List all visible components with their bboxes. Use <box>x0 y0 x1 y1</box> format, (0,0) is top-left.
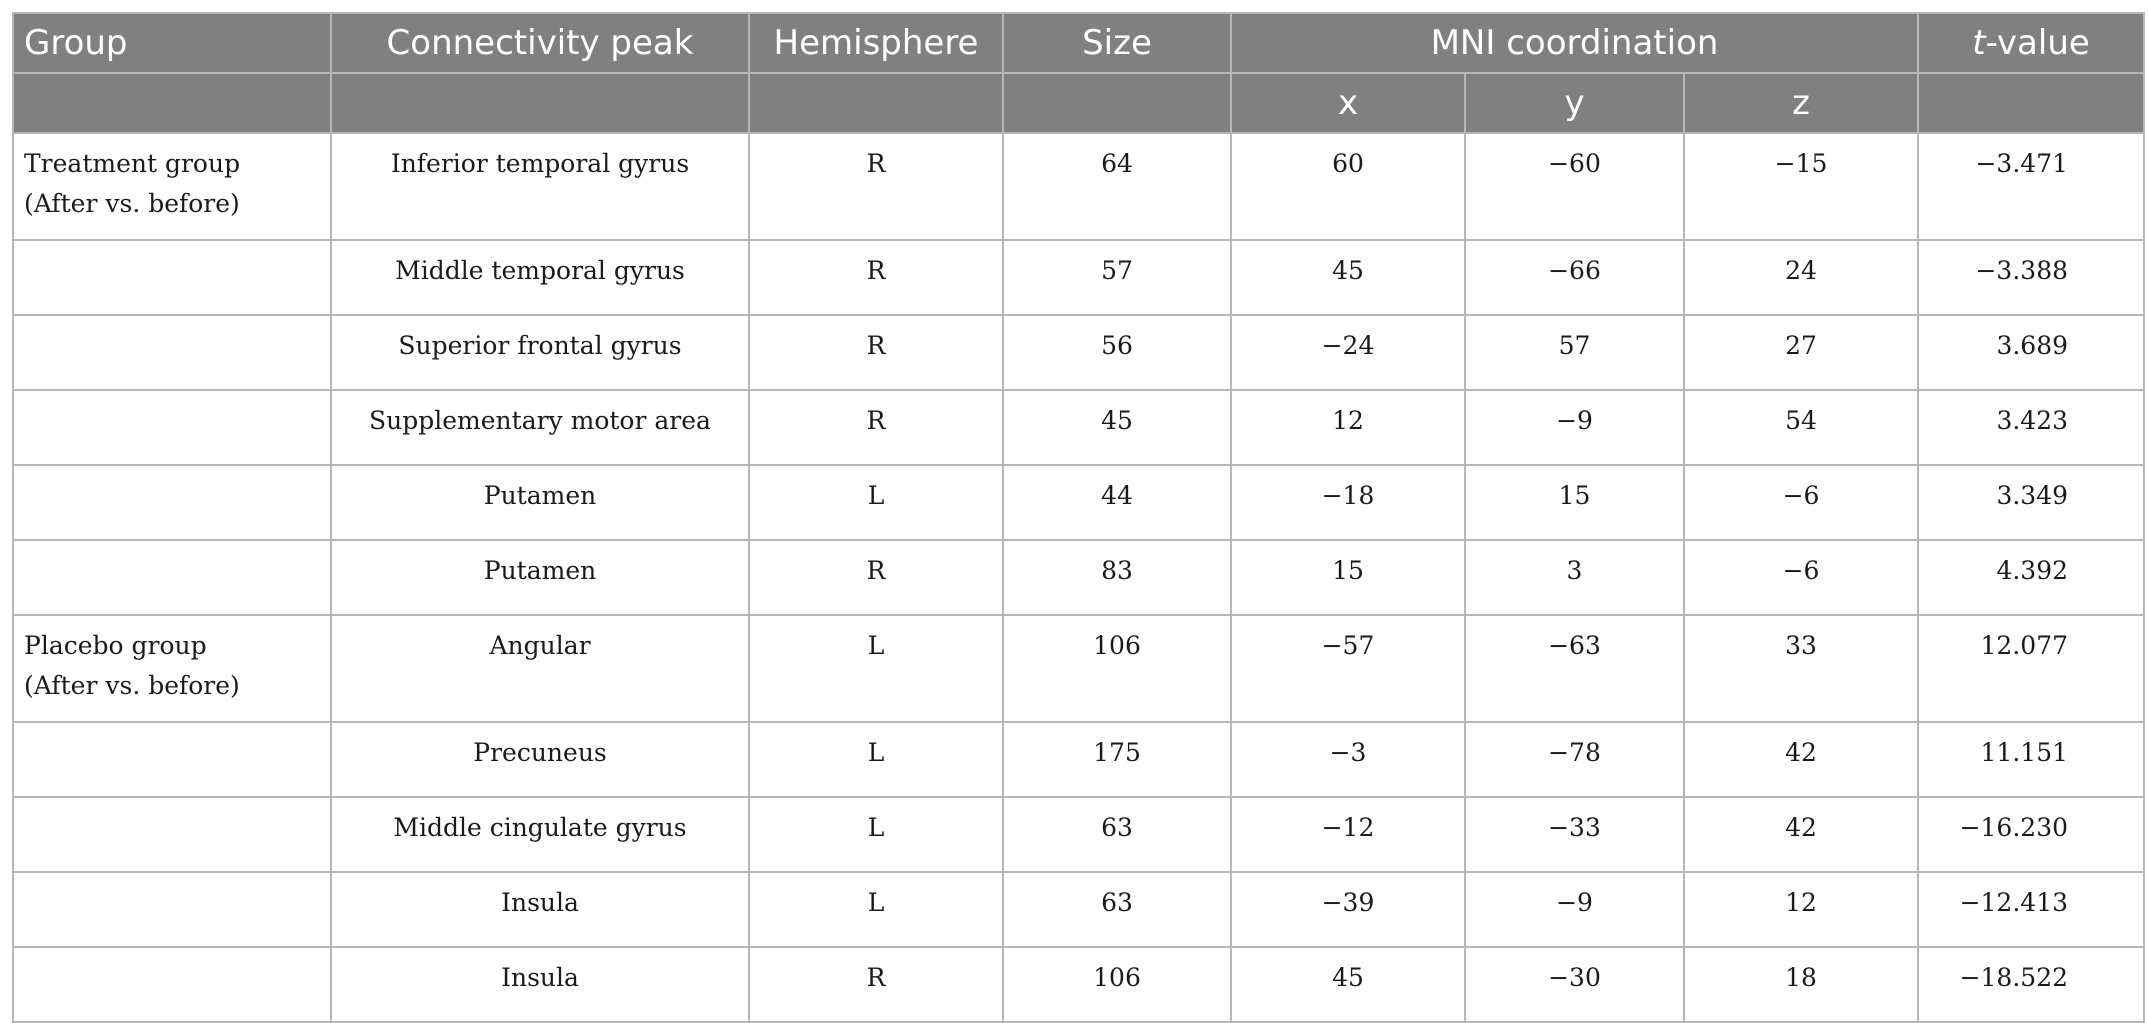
cell-z: 27 <box>1684 315 1918 390</box>
cell-hemisphere: L <box>749 797 1003 872</box>
cell-t-value: −12.413 <box>1918 872 2144 947</box>
cell-x: −18 <box>1231 465 1465 540</box>
cell-group <box>13 315 331 390</box>
cell-y: 57 <box>1465 315 1684 390</box>
cell-x: −3 <box>1231 722 1465 797</box>
cell-peak: Putamen <box>331 540 749 615</box>
header-sub-empty <box>1918 73 2144 133</box>
cell-t-value: 4.392 <box>1918 540 2144 615</box>
table-row <box>13 540 2144 615</box>
header-t-italic: t <box>1972 23 1986 63</box>
connectivity-results-table <box>12 12 2145 1023</box>
cell-y: −63 <box>1465 615 1684 722</box>
cell-z: 42 <box>1684 722 1918 797</box>
cell-group <box>13 722 331 797</box>
cell-y: −78 <box>1465 722 1684 797</box>
cell-peak: Middle temporal gyrus <box>331 240 749 315</box>
cell-peak: Angular <box>331 615 749 722</box>
cell-y: −66 <box>1465 240 1684 315</box>
cell-z: −15 <box>1684 133 1918 240</box>
cell-y: −9 <box>1465 872 1684 947</box>
cell-x: 12 <box>1231 390 1465 465</box>
cell-t-value: 3.423 <box>1918 390 2144 465</box>
cell-group <box>13 947 331 1022</box>
cell-y: −33 <box>1465 797 1684 872</box>
cell-size: 83 <box>1003 540 1231 615</box>
cell-size: 63 <box>1003 872 1231 947</box>
cell-z: 12 <box>1684 872 1918 947</box>
header-t-suffix: -value <box>1985 23 2090 63</box>
table-row <box>13 615 2144 722</box>
cell-z: −6 <box>1684 465 1918 540</box>
header-x: x <box>1231 73 1465 133</box>
cell-z: 24 <box>1684 240 1918 315</box>
table-row <box>13 872 2144 947</box>
header-group: Group <box>13 13 331 73</box>
cell-size: 45 <box>1003 390 1231 465</box>
group-label: Placebo group <box>24 631 207 660</box>
cell-size: 57 <box>1003 240 1231 315</box>
cell-hemisphere: R <box>749 390 1003 465</box>
cell-peak: Middle cingulate gyrus <box>331 797 749 872</box>
cell-peak: Inferior temporal gyrus <box>331 133 749 240</box>
cell-hemisphere: R <box>749 947 1003 1022</box>
header-hemisphere: Hemisphere <box>749 13 1003 73</box>
header-t-value <box>1918 13 2144 73</box>
cell-z: 42 <box>1684 797 1918 872</box>
cell-group <box>13 872 331 947</box>
cell-hemisphere: L <box>749 722 1003 797</box>
cell-group <box>13 133 331 240</box>
cell-size: 56 <box>1003 315 1231 390</box>
cell-hemisphere: R <box>749 240 1003 315</box>
table-row <box>13 133 2144 240</box>
cell-hemisphere: R <box>749 540 1003 615</box>
cell-x: 15 <box>1231 540 1465 615</box>
cell-peak: Supplementary motor area <box>331 390 749 465</box>
cell-y: 15 <box>1465 465 1684 540</box>
cell-x: −39 <box>1231 872 1465 947</box>
cell-size: 106 <box>1003 615 1231 722</box>
cell-size: 175 <box>1003 722 1231 797</box>
cell-size: 64 <box>1003 133 1231 240</box>
cell-x: −57 <box>1231 615 1465 722</box>
cell-group <box>13 615 331 722</box>
table-row <box>13 722 2144 797</box>
cell-t-value: 11.151 <box>1918 722 2144 797</box>
cell-group <box>13 390 331 465</box>
header-row-sub <box>13 73 2144 133</box>
table-row <box>13 315 2144 390</box>
cell-hemisphere: R <box>749 315 1003 390</box>
header-connectivity-peak: Connectivity peak <box>331 13 749 73</box>
cell-hemisphere: R <box>749 133 1003 240</box>
cell-z: 54 <box>1684 390 1918 465</box>
header-sub-empty <box>749 73 1003 133</box>
cell-z: 18 <box>1684 947 1918 1022</box>
cell-peak: Precuneus <box>331 722 749 797</box>
cell-t-value: −16.230 <box>1918 797 2144 872</box>
cell-x: 45 <box>1231 240 1465 315</box>
cell-group <box>13 540 331 615</box>
cell-t-value: 3.349 <box>1918 465 2144 540</box>
cell-x: −12 <box>1231 797 1465 872</box>
cell-hemisphere: L <box>749 615 1003 722</box>
cell-x: −24 <box>1231 315 1465 390</box>
group-label: Treatment group <box>24 149 241 178</box>
cell-peak: Putamen <box>331 465 749 540</box>
header-z: z <box>1684 73 1918 133</box>
cell-hemisphere: L <box>749 872 1003 947</box>
header-sub-empty <box>1003 73 1231 133</box>
cell-t-value: −3.388 <box>1918 240 2144 315</box>
cell-peak: Superior frontal gyrus <box>331 315 749 390</box>
cell-t-value: −18.522 <box>1918 947 2144 1022</box>
table-row <box>13 947 2144 1022</box>
cell-y: 3 <box>1465 540 1684 615</box>
table-row <box>13 797 2144 872</box>
table-body <box>13 133 2144 1022</box>
cell-size: 106 <box>1003 947 1231 1022</box>
cell-size: 63 <box>1003 797 1231 872</box>
cell-y: −30 <box>1465 947 1684 1022</box>
cell-t-value: 12.077 <box>1918 615 2144 722</box>
cell-group <box>13 465 331 540</box>
header-mni-coordination: MNI coordination <box>1231 13 1918 73</box>
cell-t-value: −3.471 <box>1918 133 2144 240</box>
group-comparison: (After vs. before) <box>24 671 240 700</box>
cell-y: −60 <box>1465 133 1684 240</box>
cell-size: 44 <box>1003 465 1231 540</box>
header-sub-empty <box>331 73 749 133</box>
cell-x: 45 <box>1231 947 1465 1022</box>
cell-z: −6 <box>1684 540 1918 615</box>
cell-x: 60 <box>1231 133 1465 240</box>
table-row <box>13 465 2144 540</box>
cell-t-value: 3.689 <box>1918 315 2144 390</box>
cell-peak: Insula <box>331 947 749 1022</box>
header-size: Size <box>1003 13 1231 73</box>
cell-z: 33 <box>1684 615 1918 722</box>
header-y: y <box>1465 73 1684 133</box>
table-row <box>13 390 2144 465</box>
table-row <box>13 240 2144 315</box>
cell-peak: Insula <box>331 872 749 947</box>
results-table-container <box>12 12 2145 1023</box>
table-header <box>13 13 2144 133</box>
cell-group <box>13 240 331 315</box>
header-row-main <box>13 13 2144 73</box>
cell-hemisphere: L <box>749 465 1003 540</box>
header-sub-empty <box>13 73 331 133</box>
cell-y: −9 <box>1465 390 1684 465</box>
cell-group <box>13 797 331 872</box>
group-comparison: (After vs. before) <box>24 189 240 218</box>
